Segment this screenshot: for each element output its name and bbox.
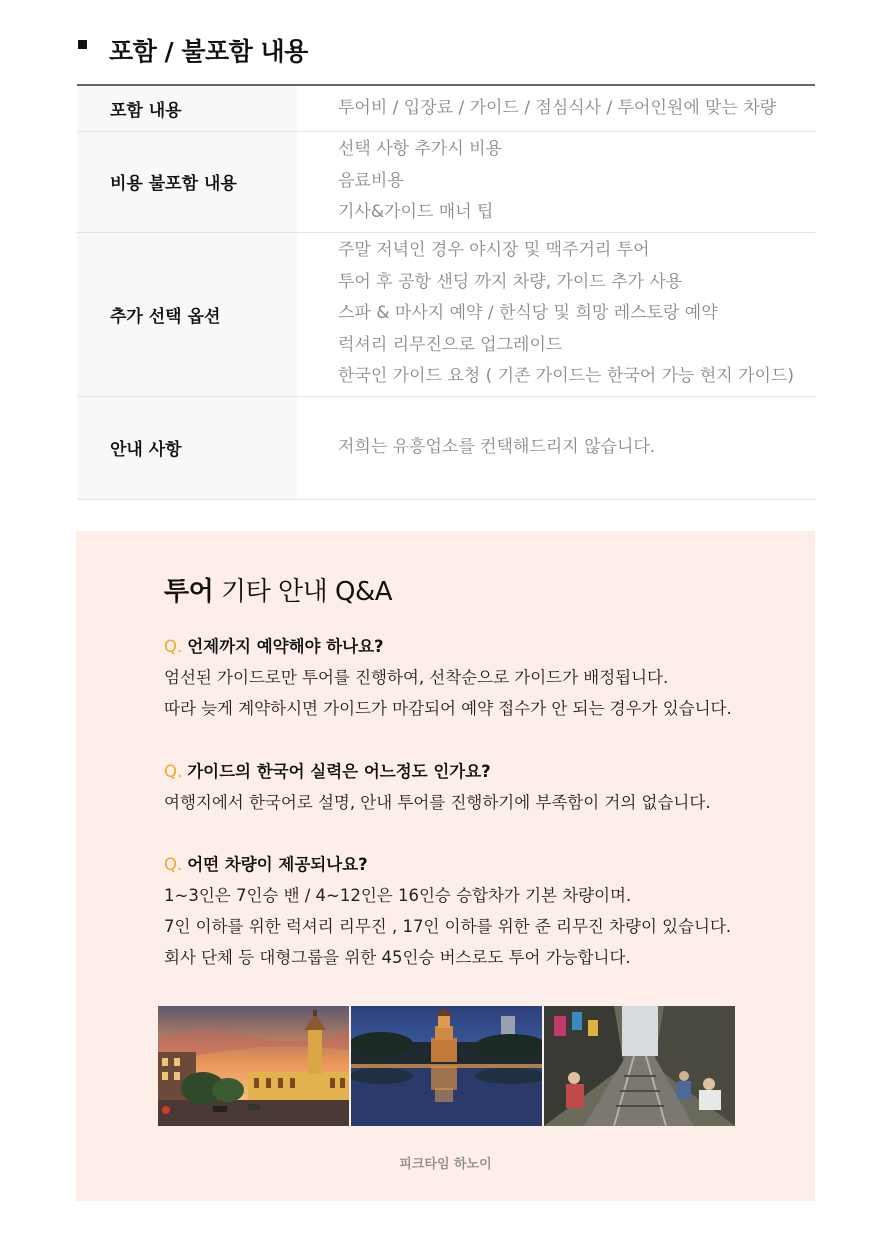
q-mark: Q. <box>164 855 183 874</box>
qa-title <box>164 571 392 608</box>
photo-caption: 피크타임 하노이 <box>399 1157 492 1172</box>
qa-answer-line: 7인 이하를 위한 럭셔리 리무진 , 17인 이하를 위한 준 리무진 차량이 있습니다. <box>164 917 732 936</box>
q-mark: Q. <box>164 762 183 781</box>
qa-item <box>164 849 731 973</box>
qa-title-rest: 기타 안내 Q&A <box>213 577 393 607</box>
row-label: 비용 불포함 내용 <box>77 131 297 232</box>
table-row <box>77 131 815 232</box>
value-line: 음료비용 <box>338 170 404 191</box>
question-text: 어떤 차량이 제공되나요? <box>187 855 368 874</box>
train-street-photo <box>544 1006 735 1126</box>
table-row <box>77 232 815 396</box>
row-value <box>297 396 815 499</box>
question-text: 언제까지 예약해야 하나요? <box>187 637 384 656</box>
value-line: 선택 사항 추가시 비용 <box>338 139 503 160</box>
value-line: 럭셔리 리무진으로 업그레이드 <box>338 334 563 355</box>
qa-answer-line: 여행지에서 한국어로 설명, 안내 투어를 진행하기에 부족함이 거의 없습니다. <box>164 793 711 812</box>
value-line: 투어 후 공항 샌딩 까지 차량, 가이드 추가 사용 <box>338 271 683 292</box>
row-label: 안내 사항 <box>77 396 297 499</box>
row-label: 추가 선택 옵션 <box>77 232 297 396</box>
city-hall-photo <box>158 1006 349 1126</box>
qa-answer-line: 따라 늦게 계약하시면 가이드가 마감되어 예약 접수가 안 되는 경우가 있습니다. <box>164 699 732 718</box>
value-line: 저희는 유흥업소를 컨택해드리지 않습니다. <box>338 436 656 457</box>
qa-answer-line: 회사 단체 등 대형그룹을 위한 45인승 버스로도 투어 가능합니다. <box>164 948 631 967</box>
section-heading <box>78 30 308 70</box>
row-label: 포함 내용 <box>77 85 297 131</box>
row-value <box>297 232 815 396</box>
value-line: 주말 저녁인 경우 야시장 및 맥주거리 투어 <box>338 240 650 261</box>
row-value <box>297 85 815 131</box>
qa-question <box>164 756 711 787</box>
question-text: 가이드의 한국어 실력은 어느정도 인가요? <box>187 762 491 781</box>
square-bullet-icon <box>78 40 87 49</box>
qa-item <box>164 756 711 818</box>
value-line: 투어비 / 입장료 / 가이드 / 점심식사 / 투어인원에 맞는 차량 <box>338 97 777 118</box>
value-line: 스파 & 마사지 예약 / 한식당 및 희망 레스토랑 예약 <box>338 303 718 324</box>
section-title: 포함 / 불포함 내용 <box>109 37 308 66</box>
inclusion-table <box>77 84 815 500</box>
q-mark: Q. <box>164 637 183 656</box>
qa-question <box>164 849 731 880</box>
photo-strip <box>158 1006 735 1126</box>
value-line: 한국인 가이드 요청 ( 기존 가이드는 한국어 가능 현지 가이드) <box>338 366 795 387</box>
qa-title-bold: 투어 <box>164 577 214 607</box>
qa-answer-line: 1~3인은 7인승 밴 / 4~12인은 16인승 승합차가 기본 차량이며. <box>164 886 632 905</box>
qa-item <box>164 631 732 724</box>
value-line: 기사&가이드 매너 팁 <box>338 202 494 223</box>
table-row <box>77 85 815 131</box>
turtle-tower-photo <box>351 1006 542 1126</box>
qa-question <box>164 631 732 662</box>
table-row <box>77 396 815 499</box>
qa-section <box>76 531 815 1201</box>
qa-answer-line: 엄선된 가이드로만 투어를 진행하여, 선착순으로 가이드가 배정됩니다. <box>164 668 669 687</box>
row-value <box>297 131 815 232</box>
